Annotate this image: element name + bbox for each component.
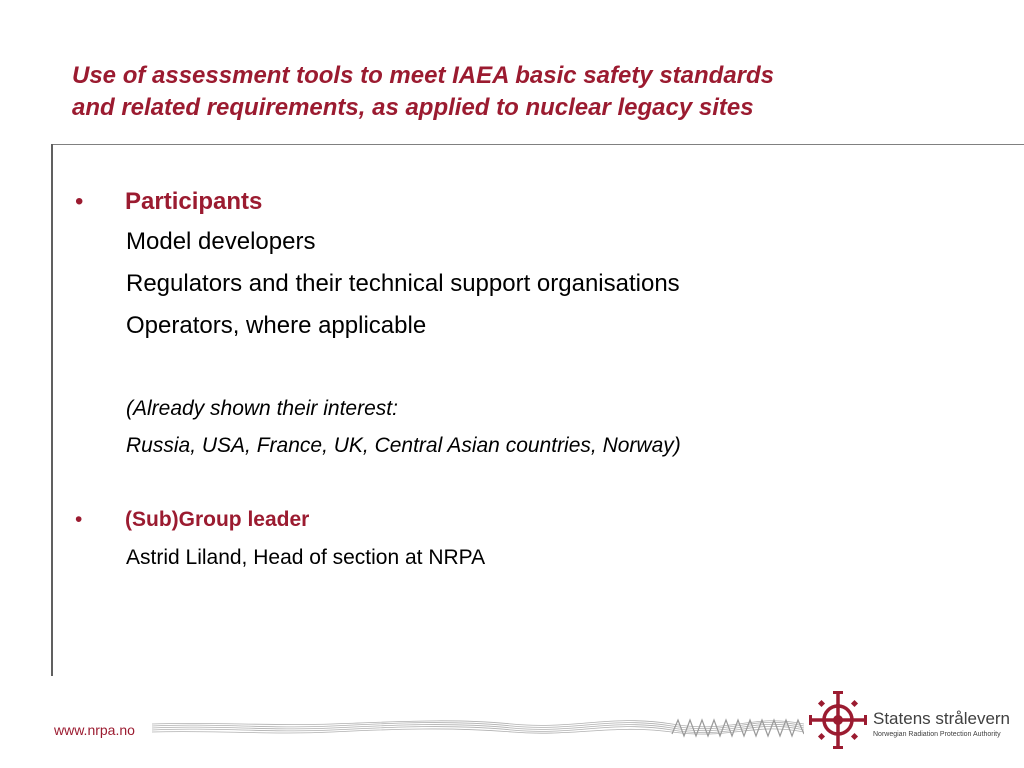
participants-heading-text: Participants — [125, 188, 263, 215]
frame-top-rule — [51, 144, 1024, 145]
nrpa-logo-icon — [808, 690, 868, 750]
org-name: Statens strålevern — [873, 709, 1011, 728]
bullet-marker: • — [75, 508, 83, 531]
interest-note-line-2: Russia, USA, France, UK, Central Asian countries, Norway) — [126, 434, 681, 457]
participants-heading — [75, 186, 262, 218]
bullet-marker: • — [75, 188, 84, 215]
frame-left-rule — [51, 144, 53, 676]
title-line-2: and related requirements, as applied to nuclear legacy sites — [72, 94, 754, 121]
group-leader-heading-text: (Sub)Group leader — [125, 508, 310, 531]
interest-note-line-1: (Already shown their interest: — [126, 397, 398, 420]
participant-item: Model developers — [126, 228, 316, 255]
wave-decoration-icon — [152, 712, 804, 744]
slide-title — [72, 60, 972, 124]
group-leader-name: Astrid Liland, Head of section at NRPA — [126, 546, 486, 569]
participant-item: Regulators and their technical support organisations — [126, 270, 680, 297]
group-leader-heading — [75, 506, 309, 534]
title-line-1: Use of assessment tools to meet IAEA basic safety standards — [72, 62, 775, 89]
org-subtitle: Norwegian Radiation Protection Authority — [873, 731, 1001, 738]
footer-url-link[interactable]: www.nrpa.no — [54, 722, 135, 738]
participant-item: Operators, where applicable — [126, 312, 427, 339]
